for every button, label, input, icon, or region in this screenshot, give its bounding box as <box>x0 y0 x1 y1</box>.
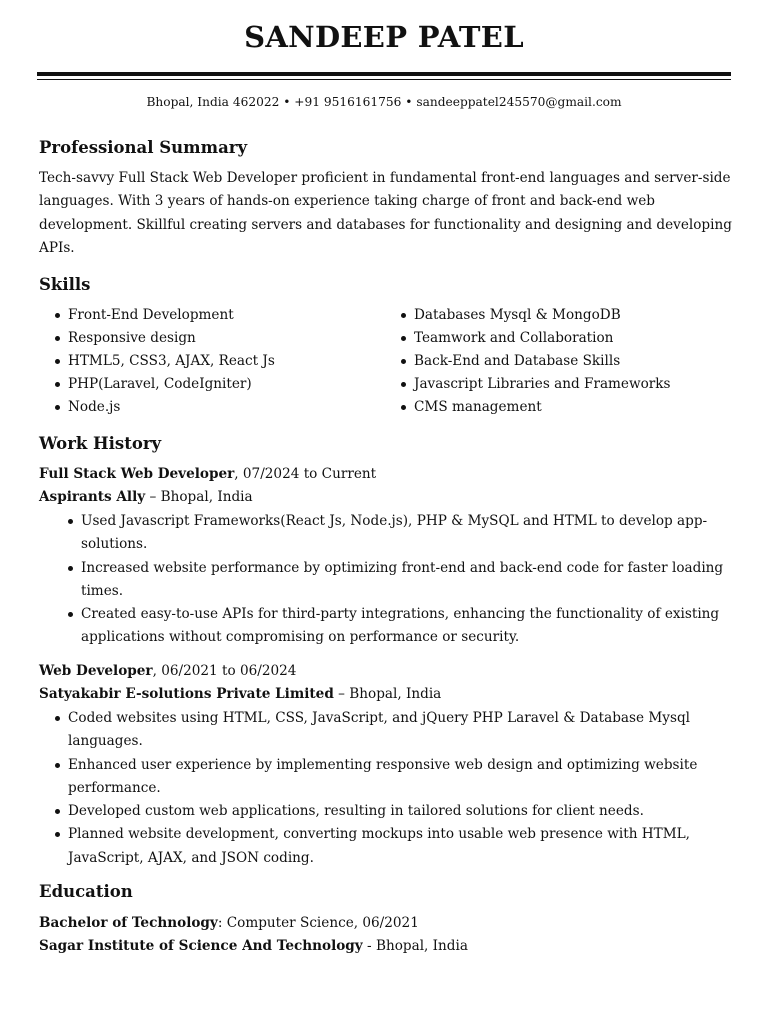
skill-item: Databases Mysql & MongoDB <box>401 304 671 327</box>
contact-line: Bhopal, India 462022 • +91 9516161756 • sandeeppatel245570@gmail.com <box>146 95 622 109</box>
skills-list-right <box>401 304 671 419</box>
job-location: – Bhopal, India <box>333 686 442 702</box>
work-history-heading: Work History <box>39 434 162 453</box>
summary-text: Tech-savvy Full Stack Web Developer proficient in fundamental front-end languages and server-side languages. With 3 years of hands-on experience taking charge of front and back-end web development. Skillful creating servers and databases for functionality and designing and developing APIs. <box>39 170 732 256</box>
skill-item: Node.js <box>55 396 275 419</box>
job-title-line <box>39 463 376 486</box>
education-heading: Education <box>39 882 133 901</box>
job-bullet: Developed custom web applications, resulting in tailored solutions for client needs. <box>55 800 728 823</box>
summary-heading: Professional Summary <box>39 138 248 157</box>
job-location: – Bhopal, India <box>145 489 253 505</box>
skills-heading: Skills <box>39 275 91 294</box>
job-dates: , 06/2021 to 06/2024 <box>152 663 297 679</box>
job-bullet: Increased website performance by optimizing front-end and back-end code for faster loading times. <box>68 557 728 604</box>
job-company: Aspirants Ally <box>39 489 146 505</box>
skill-item: Responsive design <box>55 327 275 350</box>
job-role: Web Developer <box>39 663 153 679</box>
skill-item: Teamwork and Collaboration <box>401 327 671 350</box>
degree-name: Bachelor of Technology <box>39 915 218 931</box>
school-line <box>39 935 468 958</box>
skill-item: Front-End Development <box>55 304 275 327</box>
header-rule-thin <box>37 79 731 80</box>
degree-line <box>39 912 419 935</box>
skill-item: Back-End and Database Skills <box>401 350 671 373</box>
skill-item: HTML5, CSS3, AJAX, React Js <box>55 350 275 373</box>
skill-item: Javascript Libraries and Frameworks <box>401 373 671 396</box>
job-bullets <box>68 510 728 650</box>
job-bullet: Enhanced user experience by implementing responsive web design and optimizing website performance. <box>55 754 728 801</box>
job-role: Full Stack Web Developer <box>39 466 235 482</box>
job-bullet: Created easy-to-use APIs for third-party integrations, enhancing the functionality of existing applications without compromising on performance or security. <box>68 603 728 650</box>
candidate-name: SANDEEP PATEL <box>244 20 524 54</box>
skills-list-left <box>55 304 275 419</box>
job-company-line <box>39 683 441 706</box>
school-location: - Bhopal, India <box>362 938 468 954</box>
job-company-line <box>39 486 253 509</box>
skill-item: CMS management <box>401 396 671 419</box>
job-bullets <box>55 707 728 870</box>
job-bullet: Coded websites using HTML, CSS, JavaScript, and jQuery PHP Laravel & Database Mysql languages. <box>55 707 728 754</box>
school-name: Sagar Institute of Science And Technology <box>39 938 363 954</box>
job-title-line <box>39 660 296 683</box>
header-rule-thick <box>37 72 731 76</box>
job-dates: , 07/2024 to Current <box>234 466 377 482</box>
job-bullet: Planned website development, converting mockups into usable web presence with HTML, JavaScript, AJAX, and JSON coding. <box>55 823 728 870</box>
degree-detail: : Computer Science, 06/2021 <box>217 915 419 931</box>
job-bullet: Used Javascript Frameworks(React Js, Node.js), PHP & MySQL and HTML to develop app-solutions. <box>68 510 728 557</box>
skill-item: PHP(Laravel, CodeIgniter) <box>55 373 275 396</box>
job-company: Satyakabir E-solutions Private Limited <box>39 686 334 702</box>
